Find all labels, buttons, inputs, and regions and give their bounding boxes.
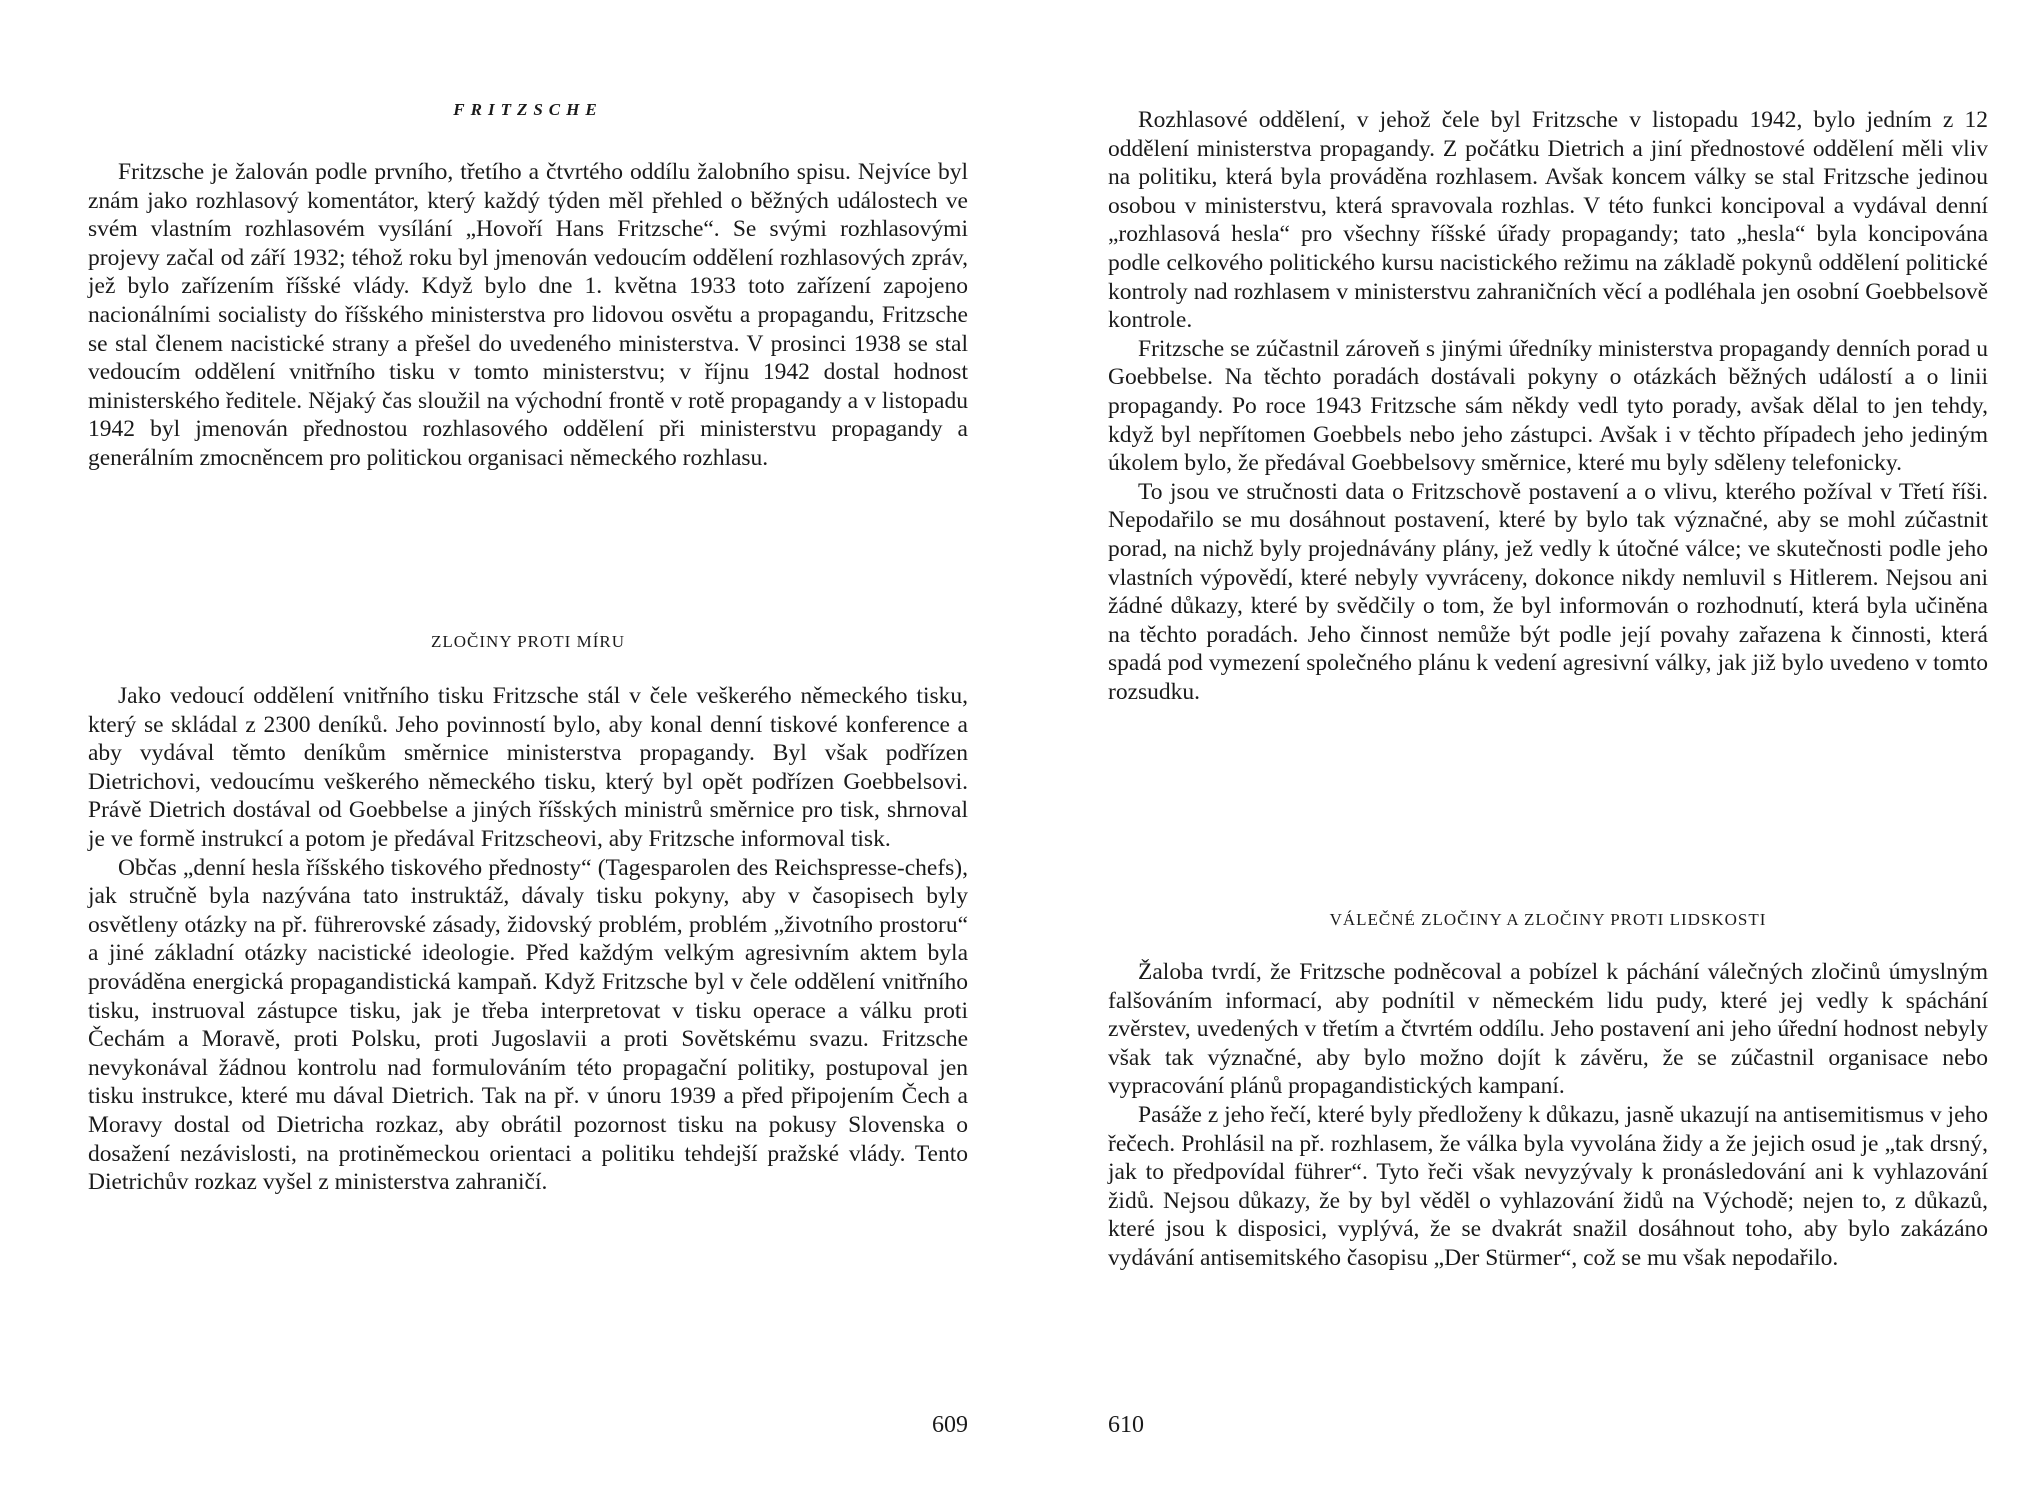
running-title: FRITZSCHE: [453, 100, 603, 119]
paragraph: Pasáže z jeho řečí, které byly předloženy k důkazu, jasně ukazují na antisemitismus v jeho řečech. Prohlásil na př. rozhlasem, že válka byla vyvolána židy a že jejich osud je „tak drsný, jak to předpovídal führer“. Tyto řeči však nevyzývaly k pronásledování ani k vyhlazování židů. Nejsou důkazy, že by byl věděl o vyhlazování židů na Východě; nejen to, z důkazů, které jsou k disposici, vyplývá, že se dvakrát snažil dosáhnout toho, aby bylo zakázáno vydávání antisemitského časopisu „Der Stürmer“, což se mu však nepodařilo.: [1108, 1101, 1988, 1271]
paragraph: Jako vedoucí oddělení vnitřního tisku Fritzsche stál v čele veškerého německého tisku, který se skládal z 2300 deníků. Jeho povinností bylo, aby konal denní tiskové konference a aby vydával těmto deníkům směrnice ministerstva propagandy. Byl však podřízen Dietrichovi, vedoucímu veškerého německého tisku, který byl opět podřízen Goebbelsovi. Právě Dietrich dostával od Goebbelse a jiných říšských ministrů směrnice pro tisk, shrnoval je ve formě instrukcí a potom je předával Fritzscheovi, aby Fritzsche informoval tisk.: [88, 683, 968, 852]
right-body-section-2: [1108, 958, 1988, 1273]
section-heading: ZLOČINY PROTI MÍRU: [431, 632, 625, 651]
right-body-section-1: [1108, 106, 1988, 706]
paragraph: Rozhlasové oddělení, v jehož čele byl Fritzsche v listopadu 1942, bylo jedním z 12 oddělení ministerstva propagandy. Z počátku Dietrich a jiní přednostové oddělení měli vliv na politiku, která byla prováděna rozhlasem. Avšak koncem války se stal Fritzsche jedinou osobou v ministerstvu, která spravovala rozhlas. V této funkci koncipoval a vydával denní „rozhlasová hesla“ pro všechny říšské úřady propagandy; tato „hesla“ byla koncipována podle celkového politického kursu nacistického režimu na základě pokynů oddělení politické kontroly nad rozhlasem v ministerstvu zahraničních věcí a podléhala jen osobní Goebbelsově kontrole.: [1108, 107, 1988, 334]
left-body-section-2: [88, 682, 968, 1197]
paragraph: Žaloba tvrdí, že Fritzsche podněcoval a pobízel k páchání válečných zločinů úmyslným falšováním informací, aby podnítil v německém lidu pudy, které jej vedly k spáchání zvěrstev, uvedených v třetím a čtvrtém oddílu. Jeho postavení ani jeho úřední hodnost nebyly však tak význačné, aby bylo možno dojít k závěru, že se zúčastnil organisace nebo vypracování plánů propagandistických kampaní.: [1108, 959, 1988, 1100]
page-number: 610: [1108, 1412, 1144, 1438]
section-heading: VÁLEČNÉ ZLOČINY A ZLOČINY PROTI LIDSKOSTI: [1329, 910, 1767, 929]
paragraph: Fritzsche je žalován podle prvního, třetího a čtvrtého oddílu žalobního spisu. Nejvíce byl znám jako rozhlasový komentátor, který každý týden měl přehled o běžných událostech ve svém vlastním rozhlasovém vysílání „Hovoří Hans Fritzsche“. Se svými rozhlasovými projevy začal od září 1932; téhož roku byl jmenován vedoucím oddělení rozhlasových zpráv, jež bylo zařízením říšské vlády. Když bylo dne 1. května 1933 toto zařízení zapojeno nacionálními socialisty do říšského ministerstva pro lidovou osvětu a propagandu, Fritzsche se stal členem nacistické strany a přešel do uvedeného ministerstva. V prosinci 1938 se stal vedoucím oddělení vnitřního tisku v tomto ministerstvu; v říjnu 1942 dostal hodnost ministerského ředitele. Nějaký čas sloužil na východní frontě v rotě propagandy a v listopadu 1942 byl jmenován přednostou rozhlasového oddělení při ministerstvu propagandy a generálním zmocněncem pro politickou organisaci německého rozhlasu.: [88, 159, 968, 471]
left-page: [88, 0, 968, 1500]
paragraph: Občas „denní hesla říšského tiskového přednosty“ (Tagesparolen des Reichspresse-chefs), jak stručně byla nazývána tato instruktáž, dávaly tisku pokyny, aby v časopisech byly osvětleny otázky na př. führerovské zásady, židovský problém, problém „životního prostoru“ a jiné základní otázky nacistické ideologie. Před každým velkým agresivním aktem byla prováděna energická propagandistická kampaň. Když Fritzsche byl v čele oddělení vnitřního tisku, instruoval zástupce tisku, jak je třeba interpretovat v tisku operace a válku proti Čechám a Moravě, proti Polsku, proti Jugoslavii a proti Sovětskému svazu. Fritzsche nevykonával žádnou kontrolu nad formulováním této propagační politiky, postupoval jen tisku instrukce, které mu dával Dietrich. Tak na př. v únoru 1939 a před připojením Čech a Moravy dostal od Dietricha rozkaz, aby obrátil pozornost tisku na pokusy Slovenska o dosažení nezávislosti, na protiněmeckou orientaci a politiku tehdejší pražské vlády. Tento Dietrichův rozkaz vyšel z ministerstva zahraničí.: [88, 854, 968, 1196]
right-page: [1108, 0, 1988, 1500]
paragraph: Fritzsche se zúčastnil zároveň s jinými úředníky ministerstva propagandy denních porad u Goebbelse. Na těchto poradách dostávali pokyny o otázkách běžných událostí a o linii propagandy. Po roce 1943 Fritzsche sám někdy vedl tyto porady, avšak dělal to jen tehdy, když byl nepřítomen Goebbels nebo jeho zástupci. Avšak i v těchto případech jeho jediným úkolem bylo, že předával Goebbelsovy směrnice, které mu byly sděleny telefonicky.: [1108, 335, 1988, 477]
left-body-section-1: [88, 158, 968, 473]
paragraph: To jsou ve stručnosti data o Fritzschově postavení a o vlivu, kterého požíval v Třetí říši. Nepodařilo se mu dosáhnout postavení, které by bylo tak význačné, aby se mohl zúčastnit porad, na nichž byly projednávány plány, jež vedly k útočné válce; ve skutečnosti podle jeho vlastních výpovědí, které nebyly vyvráceny, dokonce nikdy nemluvil s Hitlerem. Nejsou ani žádné důkazy, které by svědčily o tom, že byl informován o rozhodnutí, která byla učiněna na těchto poradách. Jeho činnost nemůže být podle její povahy zařazena k činnosti, která spadá pod vymezení společného plánu k vedení agresivní války, jak již bylo uvedeno v tomto rozsudku.: [1108, 478, 1988, 705]
page-number: 609: [932, 1412, 968, 1438]
